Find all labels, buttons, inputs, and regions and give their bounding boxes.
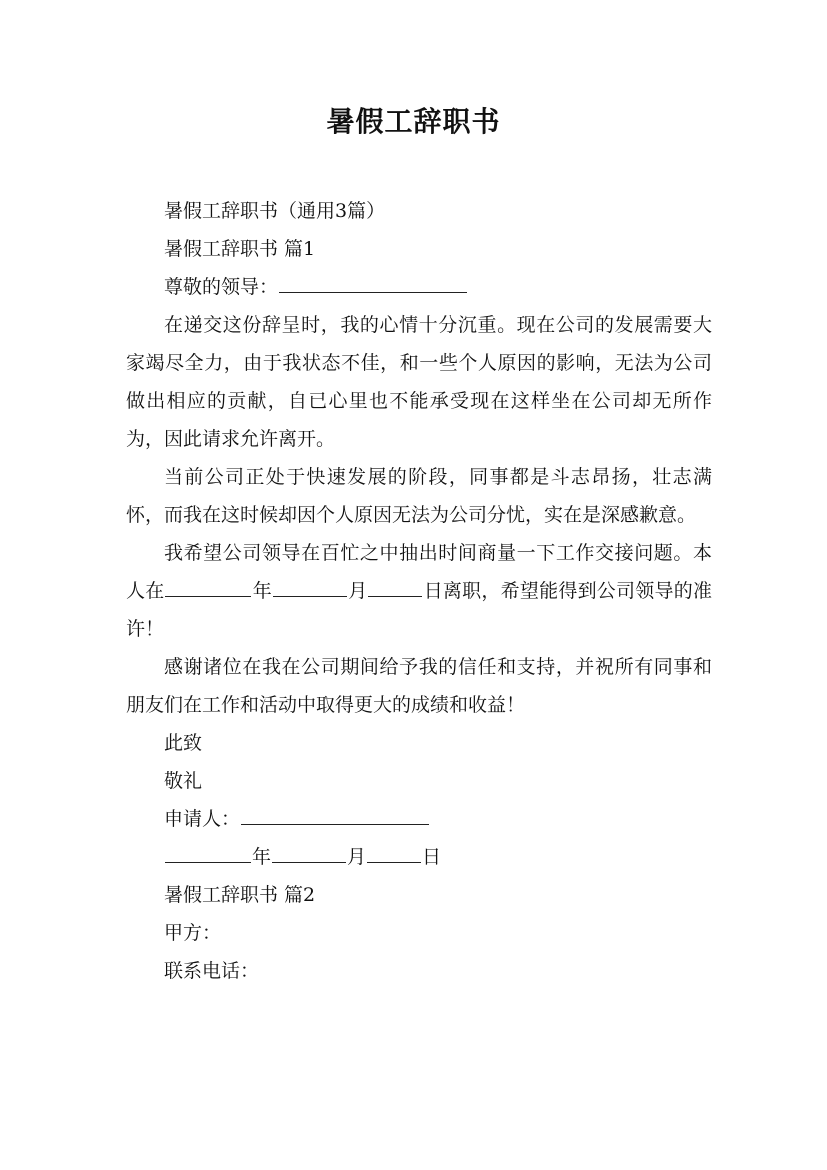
date-year-blank: [165, 840, 251, 863]
phone-line: 联系电话：: [164, 960, 260, 982]
day-blank: [368, 574, 422, 597]
month-blank: [273, 574, 347, 597]
salutation-blank: [279, 270, 467, 293]
paragraph-1: 在递交这份辞呈时，我的心情十分沉重。现在公司的发展需要大家竭尽全力，由于我状态不佳，和一些个人原因的影响，无法为公司做出相应的贡献，自已心里也不能承受现在这样坐在公司却无所作为，因此请求允许离开。: [126, 314, 712, 450]
section-heading-2: 暑假工辞职书 篇2: [164, 884, 316, 906]
subtitle-line: 暑假工辞职书（通用3篇）: [164, 200, 386, 222]
section-heading-1: 暑假工辞职书 篇1: [164, 238, 316, 260]
date-day-label: 日: [422, 846, 442, 868]
date-day-blank: [367, 840, 421, 863]
document-title: 暑假工辞职书: [326, 105, 501, 138]
month-label: 月: [347, 580, 368, 602]
paragraph-4: 感谢诸位在我在公司期间给予我的信任和支持，并祝所有同事和朋友们在工作和活动中取得更大的成绩和收益！: [126, 656, 712, 716]
date-year-label: 年: [252, 846, 272, 868]
applicant-line: [126, 800, 712, 838]
year-blank: [165, 574, 251, 597]
paragraph-3-text: 我希望公司领导在百忙之中抽出时间商量一下工作交接问题。本人在: [126, 542, 712, 602]
applicant-blank: [241, 802, 429, 825]
date-month-blank: [272, 840, 346, 863]
closing-line-1: 此致: [164, 732, 203, 754]
party-a-line: 甲方：: [164, 922, 222, 944]
paragraph-2: 当前公司正处于快速发展的阶段，同事都是斗志昂扬，壮志满怀，而我在这时候却因个人原因无法为公司分忧，实在是深感歉意。: [126, 466, 712, 526]
document-body: [126, 192, 712, 990]
closing-line-2: 敬礼: [164, 770, 203, 792]
salutation-line: [126, 268, 712, 306]
day-leave-text: 日离职，希望能得到公司领导的准许！: [126, 580, 712, 640]
salutation-text: 尊敬的领导：: [164, 276, 279, 298]
date-line: [126, 838, 712, 876]
year-label: 年: [252, 580, 272, 602]
paragraph-3: [126, 534, 712, 648]
date-month-label: 月: [347, 846, 367, 868]
applicant-label: 申请人：: [164, 808, 241, 830]
